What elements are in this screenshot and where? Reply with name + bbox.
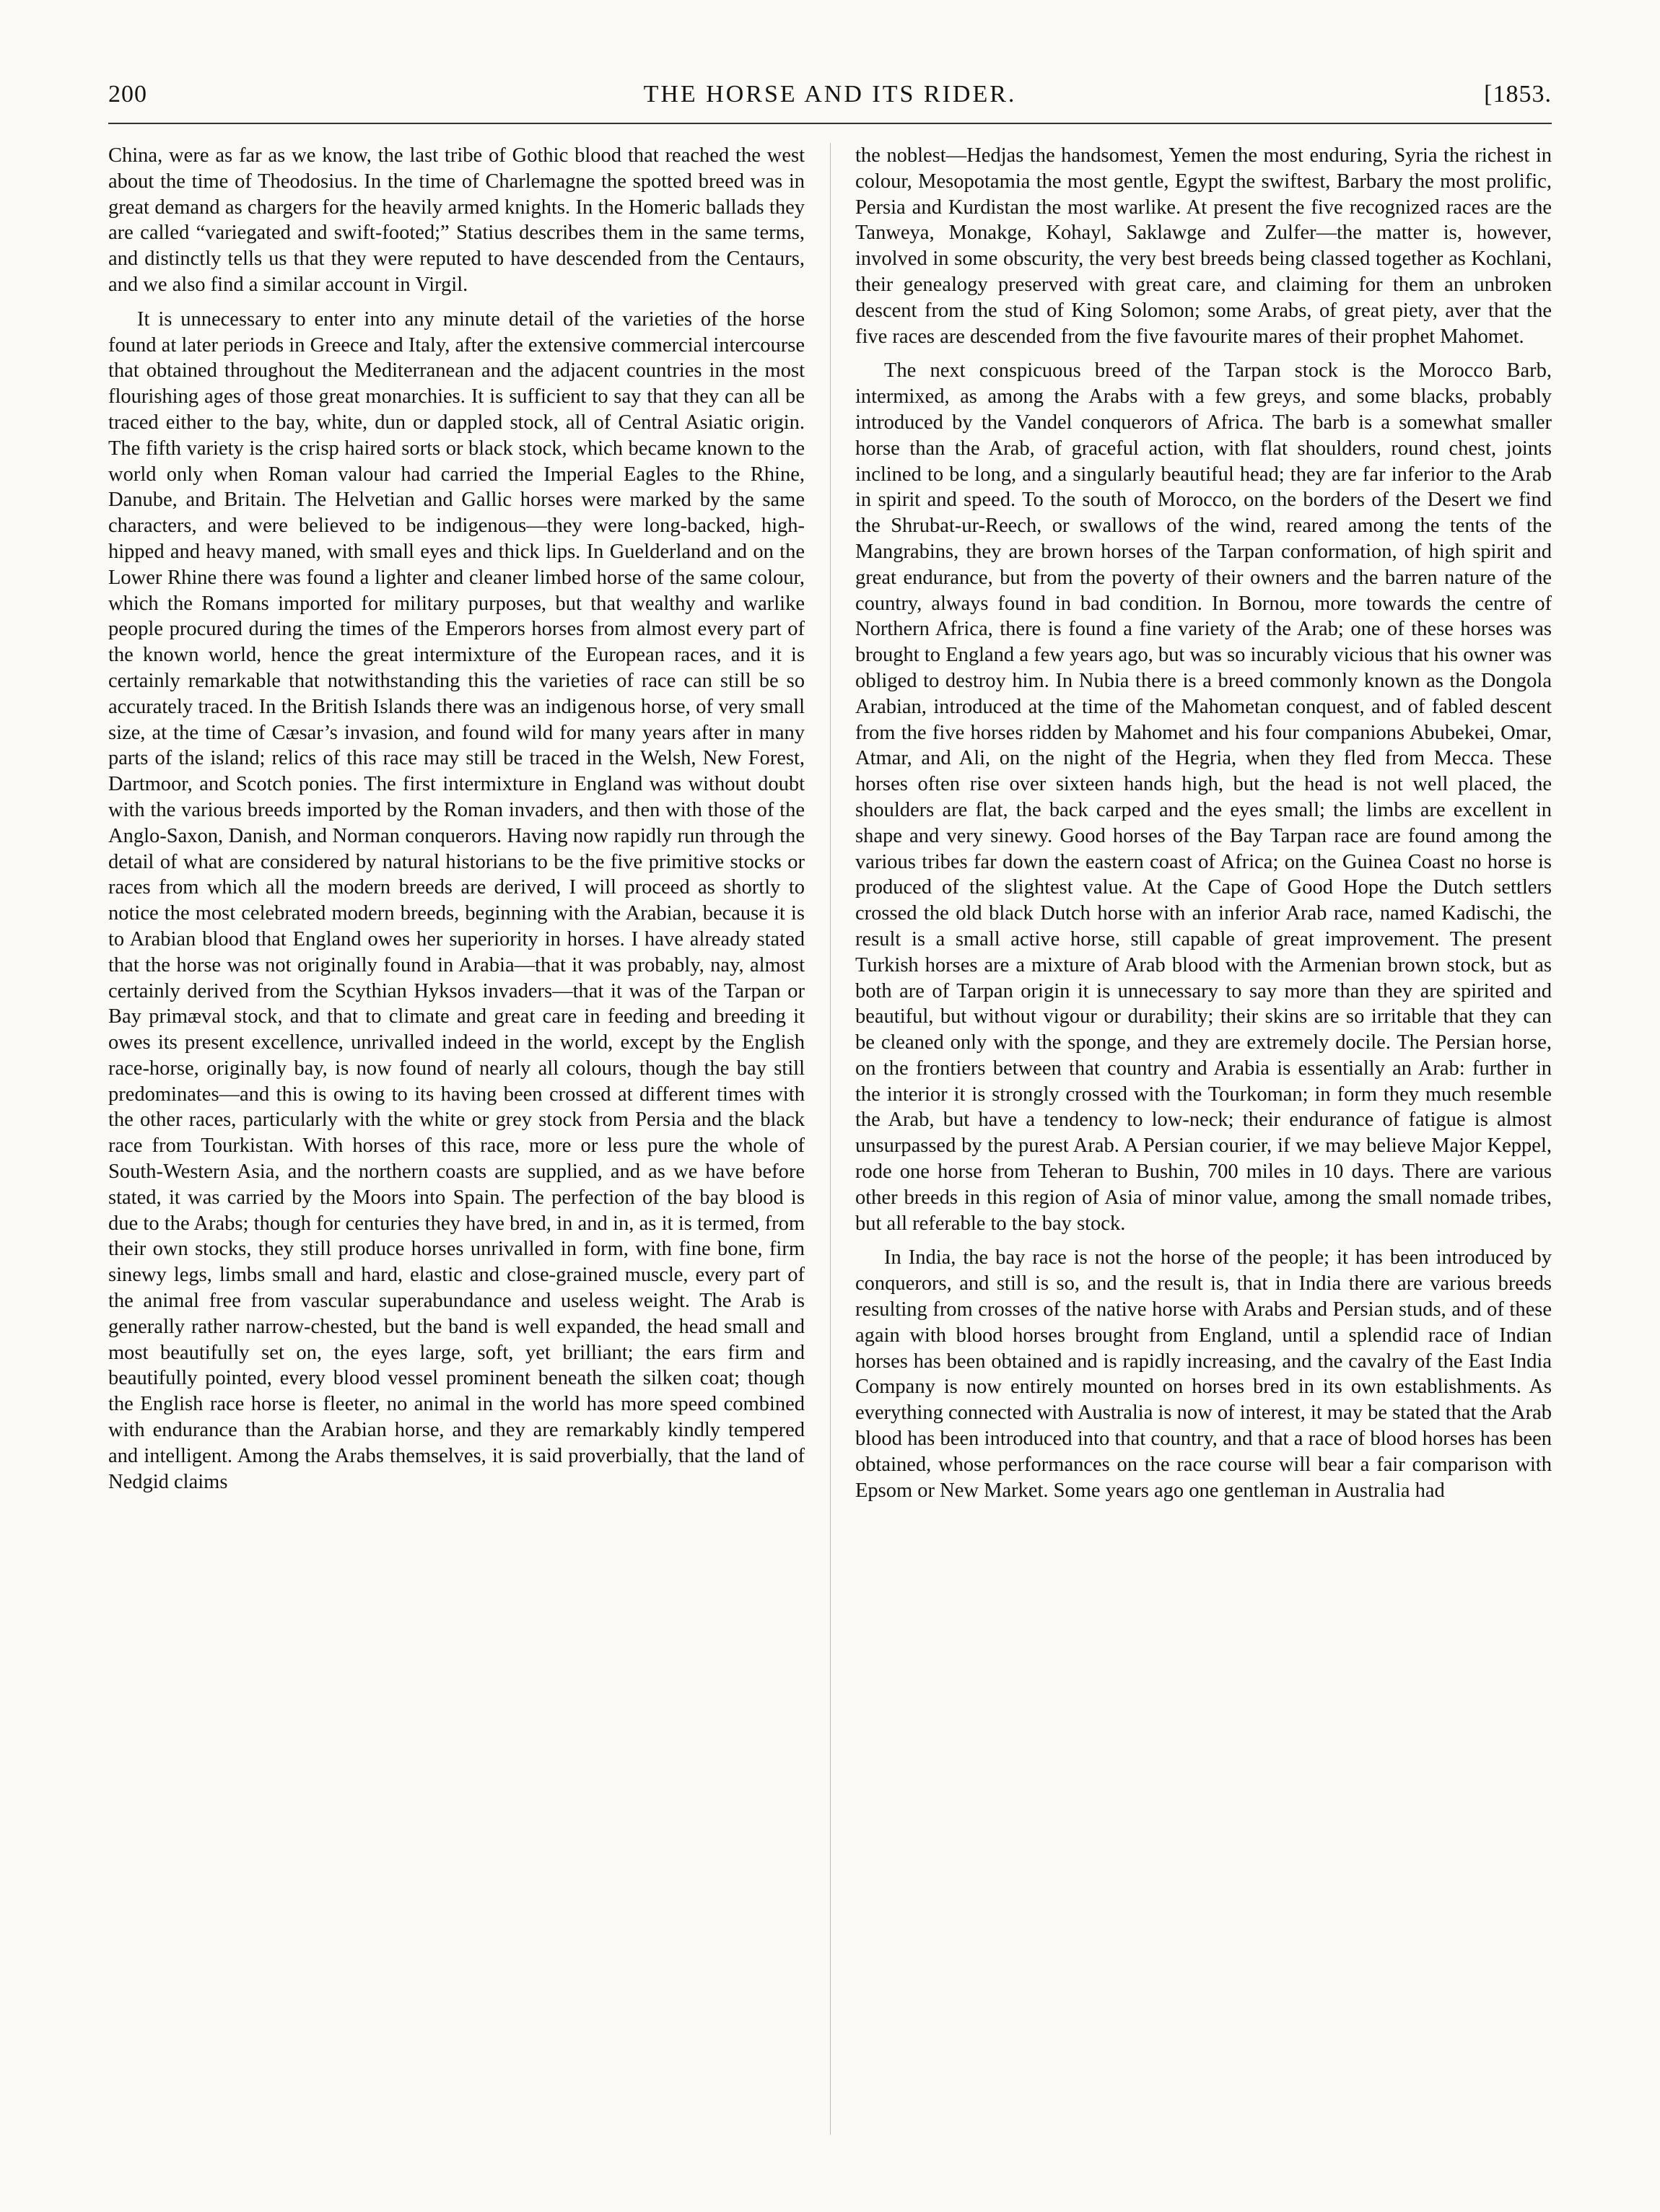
paragraph: China, were as far as we know, the last tribe of Gothic blood that reached the west about the time of Theodosius. In the time of Charlemagne the spotted breed was in great demand as chargers for the heavily armed knights. In the Homeric ballads they are called “variegated and swift-footed;” Statius describes them in the same terms, and distinctly tells us that they were reputed to have descended from the Centaurs, and we also find a similar account in Virgil. — [108, 144, 805, 296]
page-number: 200 — [108, 81, 147, 108]
paragraph: It is unnecessary to enter into any minute detail of the varieties of the horse found at later periods in Greece and Italy, after the extensive commercial intercourse that obtained throughout the Mediterranean and the adjacent countries in the most flourishing ages of those great monarchies. It is sufficient to say that they can all be traced either to the bay, white, dun or dappled stock, all of Central Asiatic origin. The fifth variety is the crisp haired sorts or black stock, which became known to the world only when Roman valour had carried the Imperial Eagles to the Rhine, Danube, and Britain. The Helvetian and Gallic horses were marked by the same characters, and were believed to be indigenous—they were long-backed, high-hipped and heavy maned, with small eyes and thick lips. In Guelderland and on the Lower Rhine there was found a lighter and cleaner limbed horse of the same colour, which the Romans imported for military purposes, but that wealthy and warlike people procured during the times of the Emperors horses from almost every part of the known world, hence the great intermixture of the European races, and it is certainly remarkable that notwithstanding this the varieties of race can still be so accurately traced. In the British Islands there was an indigenous horse, of very small size, at the time of Cæsar’s invasion, and found wild for many years after in many parts of the island; relics of this race may still be traced in the Welsh, New Forest, Dartmoor, and Scotch ponies. The first intermixture in England was without doubt with the various breeds imported by the Roman invaders, and then with those of the Anglo-Saxon, Danish, and Norman conquerors. Having now rapidly run through the detail of what are considered by natural historians to be the five primitive stocks or races from which all the modern breeds are derived, I will proceed as shortly to notice the most celebrated modern breeds, beginning with the Arabian, because it is to Arabian blood that England owes her superiority in horses. I have already stated that the horse was not originally found in Arabia—that it was probably, nay, almost certainly derived from the Scythian Hyksos invaders—that it was of the Tarpan or Bay primæval stock, and that to climate and great care in feeding and breeding it owes its present excellence, unrivalled indeed in the world, except by the English race-horse, originally bay, is now found of nearly all colours, though the bay still predominates—and this is owing to its having been crossed at different times with the other races, particularly with the white or grey stock from Persia and the black race from Tourkistan. With horses of this race, more or less pure the whole of South-Western Asia, and the northern coasts are supplied, and as we have before stated, it was carried by the Moors into Spain. The perfection of the bay blood is due to the Arabs; though for centuries they have bred, in and in, as it is termed, from their own stocks, they still produce horses unrivalled in form, with fine bone, firm sinewy legs, limbs small and hard, elastic and close-grained muscle, every part of the animal free from vascular superabundance and useless weight. The Arab is generally rather narrow-chested, but the band is well expanded, the head small and most beautifully set on, the eyes large, soft, yet brilliant; the ears firm and beautifully pointed, every blood vessel prominent beneath the silken coat; though the English race horse is fleeter, no animal in the world has more speed combined with endurance than the Arabian horse, and they are remarkably kindly tempered and intelligent. Among the Arabs themselves, it is said proverbially, that the land of Nedgid claims — [108, 307, 805, 1493]
document-page — [108, 79, 1552, 2172]
left-column — [108, 143, 805, 1503]
column-divider — [830, 143, 831, 2135]
paragraph: the noblest—Hedjas the handsomest, Yemen the most enduring, Syria the richest in colour, Mesopotamia the most gentle, Egypt the swiftest, Barbary the most prolific, Persia and Kurdistan the most warlike. At present the five recognized races are the Tanweya, Monakge, Kohayl, Saklawge and Zulfer—the matter is, however, involved in some obscurity, the very best breeds being classed together as Kochlani, their genealogy preserved with great care, and claiming for them an unbroken descent from the stud of King Solomon; some Arabs, of great piety, aver that the five races are descended from the five favourite mares of their prophet Mahomet. — [855, 144, 1552, 348]
page-header — [108, 79, 1552, 124]
paragraph: In India, the bay race is not the horse of the people; it has been introduced by conquerors, and still is so, and the result is, that in India there are various breeds resulting from crosses of the native horse with Arabs and Persian studs, and of these again with blood horses brought from England, until a splendid race of Indian horses has been obtained and is rapidly increasing, and the cavalry of the East India Company is now entirely mounted on horses bred in its own establishments. As everything connected with Australia is now of interest, it may be stated that the Arab blood has been introduced into that country, and that a race of blood horses has been obtained, whose performances on the race course will bear a fair comparison with Epsom or New Market. Some years ago one gentleman in Australia had — [855, 1246, 1552, 1502]
year-label: [1853. — [1484, 81, 1552, 108]
text-columns — [108, 143, 1552, 2164]
right-column — [855, 143, 1552, 1512]
paragraph: The next conspicuous breed of the Tarpan stock is the Morocco Barb, intermixed, as among the Arabs with a few greys, and some blacks, probably introduced by the Vandel conquerors of Africa. The barb is a somewhat smaller horse than the Arab, of graceful action, with flat shoulders, round chest, joints inclined to be long, and a singularly beautiful head; they are far inferior to the Arab in spirit and speed. To the south of Morocco, on the borders of the Desert we find the Shrubat-ur-Reech, or swallows of the wind, reared among the tents of the Mangrabins, they are brown horses of the Tarpan conformation, of high spirit and great endurance, but from the poverty of their owners and the barren nature of the country, always found in bad condition. In Bornou, more towards the centre of Northern Africa, there is found a fine variety of the Arab; one of these horses was brought to England a few years ago, but was so incurably vicious that his owner was obliged to destroy him. In Nubia there is a breed commonly known as the Dongola Arabian, introduced at the time of the Mahometan conquest, and of fabled descent from the five horses ridden by Mahomet and his four companions Abubekei, Omar, Atmar, and Ali, on the night of the Hegria, when they fled from Mecca. These horses often rise over sixteen hands high, but the head is not well placed, the shoulders are flat, the back carped and the eyes small; the limbs are excellent in shape and very sinewy. Good horses of the Bay Tarpan race are found among the various tribes far down the eastern coast of Africa; on the Guinea Coast no horse is produced of the slightest value. At the Cape of Good Hope the Dutch settlers crossed the old black Dutch horse with an inferior Arab race, named Kadischi, the result is a small active horse, still capable of great improvement. The present Turkish horses are a mixture of Arab blood with the Armenian brown stock, but as both are of Tarpan origin it is unnecessary to say more than they are spirited and beautiful, but without vigour or durability; their skins are so irritable that they can be cleaned only with the sponge, and they are extremely docile. The Persian horse, on the frontiers between that country and Arabia is essentially an Arab: further in the interior it is strongly crossed with the Tourkoman; in form they much resemble the Arab, but have a tendency to low-neck; their endurance of fatigue is almost unsurpassed by the purest Arab. A Persian courier, if we may believe Major Keppel, rode one horse from Teheran to Bushin, 700 miles in 10 days. There are various other breeds in this region of Asia of minor value, among the small nomade tribes, but all referable to the bay stock. — [855, 359, 1552, 1235]
running-head: THE HORSE AND ITS RIDER. — [643, 81, 1017, 108]
